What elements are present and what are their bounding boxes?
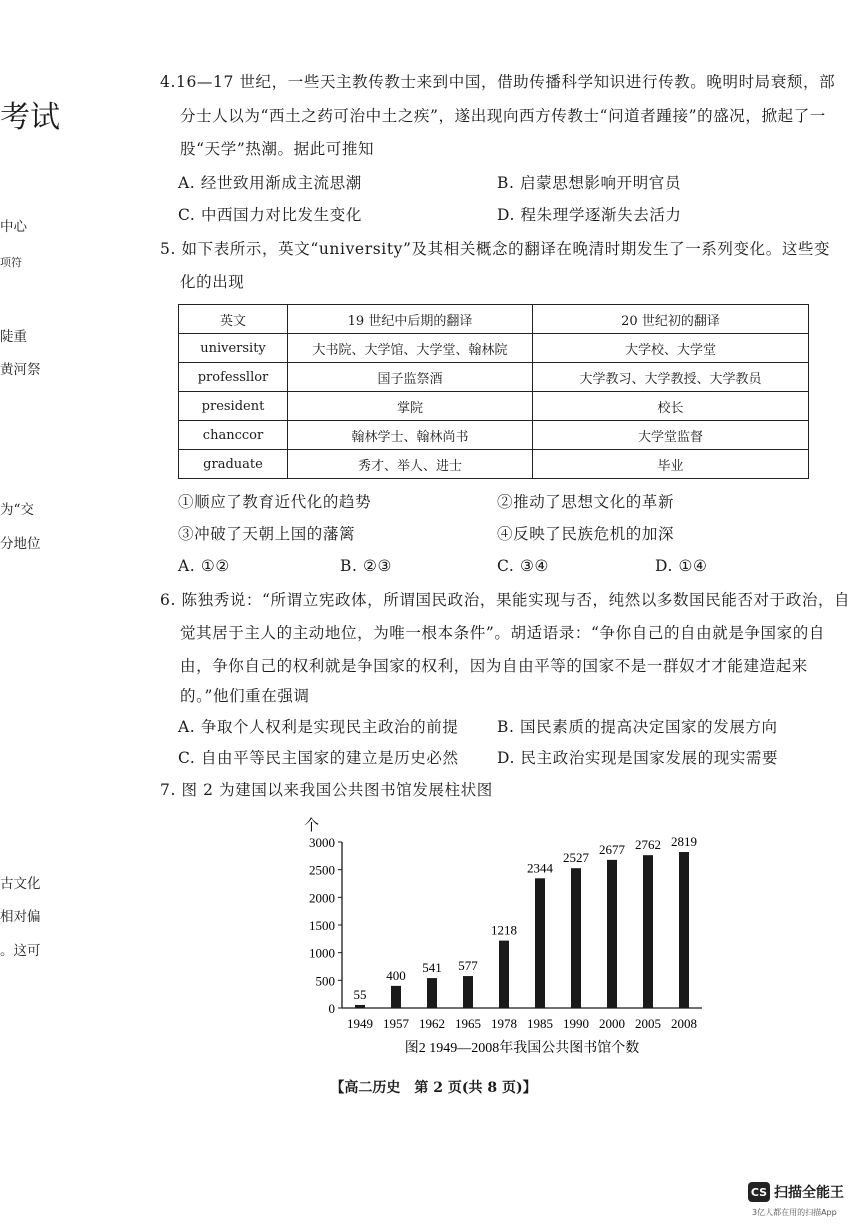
chart-title: 图2 1949—2008年我国公共图书馆个数 <box>404 1041 640 1056</box>
y-tick-label: 3000 <box>309 835 335 850</box>
table-header-cell: 英文 <box>179 305 288 334</box>
table-cell: 大书院、大学馆、大学堂、翰林院 <box>288 334 533 363</box>
left-edge-text: 项符 <box>0 256 22 269</box>
q6-stem-line: 觉其居于主人的主动地位，为唯一根本条件”。胡适语录：“争你自己的自由就是争国家的自 <box>180 624 825 642</box>
bar <box>391 986 401 1008</box>
bar <box>499 941 509 1008</box>
bars <box>354 834 698 1008</box>
y-tick-label: 500 <box>315 973 335 989</box>
left-edge-exam-title: 考试 <box>0 100 60 135</box>
q6-option-c: C. 自由平等民主国家的建立是历史必然 <box>178 749 459 767</box>
table-cell: 大学堂监督 <box>533 421 809 450</box>
q4-option-b: B. 启蒙思想影响开明官员 <box>497 174 682 192</box>
q6-stem-line: 由，争你自己的权利就是争国家的权利，因为自由平等的国家不是一群奴才才能建造起来 <box>180 657 808 675</box>
bar-value-label: 2344 <box>527 860 553 876</box>
bar-value-label: 1218 <box>491 922 517 938</box>
bar-value-label: 2677 <box>599 841 625 857</box>
q6-stem-line: 的。”他们重在强调 <box>180 687 310 705</box>
q5-item-4: ④反映了民族危机的加深 <box>497 525 675 543</box>
x-tick-label: 1962 <box>419 1016 445 1031</box>
y-tick-label: 0 <box>328 1001 335 1016</box>
q4-option-d: D. 程朱理学逐渐失去活力 <box>497 206 682 224</box>
left-edge-text: 相对偏 <box>0 909 41 925</box>
q4-stem-line: 股“天学”热潮。据此可推知 <box>180 140 375 158</box>
q4-option-a: A. 经世致用渐成主流思潮 <box>178 174 362 192</box>
q6-option-d: D. 民主政治实现是国家发展的现实需要 <box>497 749 779 767</box>
left-edge-text: 为“交 <box>0 502 34 518</box>
left-edge-text: 陡重 <box>0 329 27 345</box>
left-edge-text: 中心 <box>0 219 27 235</box>
table-header-cell: 19 世纪中后期的翻译 <box>288 305 533 334</box>
q5-item-2: ②推动了思想文化的革新 <box>497 493 675 511</box>
bar-value-label: 400 <box>386 967 406 983</box>
table-row <box>179 363 809 392</box>
left-edge-text: 黄河祭 <box>0 362 41 378</box>
table-cell: 掌院 <box>288 392 533 421</box>
q6-stem-line: 6. 陈独秀说：“所谓立宪政体，所谓国民政治，果能实现与否，纯然以多数国民能否对于政治，自 <box>160 591 851 609</box>
bar-value-label: 2762 <box>635 837 661 853</box>
y-tick-label: 2500 <box>309 862 335 878</box>
bar-value-label: 2527 <box>563 850 589 866</box>
watermark-app-name: 扫描全能王 <box>774 1185 844 1201</box>
x-tick-label: 1965 <box>455 1016 481 1031</box>
translation-table <box>178 304 809 479</box>
bar-value-label: 541 <box>422 960 442 976</box>
q5-stem-line: 化的出现 <box>180 273 245 291</box>
bar <box>535 878 545 1008</box>
x-tick-label: 2008 <box>671 1016 697 1031</box>
table-cell: 校长 <box>533 392 809 421</box>
q4-stem-line: 分士人以为“西土之药可治中土之疾”，遂出现向西方传教士“问道者踵接”的盛况，掀起了一 <box>180 107 826 125</box>
q4-option-c: C. 中西国力对比发生变化 <box>178 206 362 224</box>
table-row <box>179 421 809 450</box>
left-edge-text: 古文化 <box>0 876 41 892</box>
bar <box>607 860 617 1008</box>
q6-option-b: B. 国民素质的提高决定国家的发展方向 <box>497 718 778 736</box>
x-tick-label: 2000 <box>599 1016 625 1031</box>
q4-stem-line: 4.16—17 世纪，一些天主教传教士来到中国，借助传播科学知识进行传教。晚明时局衰颓，部 <box>160 73 836 91</box>
bar <box>427 978 437 1008</box>
table-header-row <box>179 305 809 334</box>
q5-option-d: D. ①④ <box>655 557 708 575</box>
table-cell: chanccor <box>179 421 288 450</box>
table-row <box>179 450 809 479</box>
x-tick-label: 1978 <box>491 1016 517 1031</box>
x-tick-labels <box>347 1016 697 1031</box>
table-header-cell: 20 世纪初的翻译 <box>533 305 809 334</box>
q7-stem-line: 7. 图 2 为建国以来我国公共图书馆发展柱状图 <box>160 781 493 799</box>
x-tick-label: 1990 <box>563 1016 589 1031</box>
bar-value-label: 577 <box>458 958 478 974</box>
q5-item-1: ①顺应了教育近代化的趋势 <box>178 493 372 511</box>
y-axis-label: 个 <box>304 818 320 834</box>
table-cell: president <box>179 392 288 421</box>
y-tick-label: 2000 <box>309 890 335 906</box>
x-tick-label: 2005 <box>635 1016 661 1031</box>
table-row <box>179 392 809 421</box>
camscanner-logo-icon: CS <box>748 1182 770 1202</box>
bar <box>679 852 689 1008</box>
table-cell: 国子监祭酒 <box>288 363 533 392</box>
table-cell: 大学校、大学堂 <box>533 334 809 363</box>
table-cell: 秀才、举人、进士 <box>288 450 533 479</box>
watermark-tagline: 3亿人都在用的扫描App <box>752 1208 837 1217</box>
q5-stem-line: 5. 如下表所示，英文“university”及其相关概念的翻译在晚清时期发生了一系列变化。这些变 <box>160 240 831 258</box>
table-cell: 大学教习、大学教授、大学教员 <box>533 363 809 392</box>
q5-option-b: B. ②③ <box>340 557 393 575</box>
table-cell: professllor <box>179 363 288 392</box>
bar <box>463 976 473 1008</box>
q6-option-a: A. 争取个人权利是实现民主政治的前提 <box>178 718 459 736</box>
left-edge-text: 。这可 <box>0 943 41 959</box>
bar-value-label: 2819 <box>671 834 697 850</box>
bar-value-label: 55 <box>353 986 367 1002</box>
y-tick-label: 1000 <box>309 945 335 961</box>
library-bar-chart <box>290 812 710 1062</box>
bar <box>355 1005 365 1008</box>
table-cell: graduate <box>179 450 288 479</box>
x-tick-label: 1985 <box>527 1016 553 1031</box>
bar <box>643 855 653 1008</box>
table-cell: 毕业 <box>533 450 809 479</box>
scanner-watermark <box>748 1182 844 1202</box>
bar <box>571 868 581 1008</box>
left-edge-text: 分地位 <box>0 536 41 552</box>
q5-item-3: ③冲破了天朝上国的藩篱 <box>178 525 356 543</box>
y-tick-label: 1500 <box>309 918 335 933</box>
table-cell: 翰林学士、翰林尚书 <box>288 421 533 450</box>
table-row <box>179 334 809 363</box>
q5-option-a: A. ①② <box>178 557 230 575</box>
x-tick-label: 1957 <box>383 1016 409 1031</box>
q5-option-c: C. ③④ <box>497 557 549 575</box>
table-cell: university <box>179 334 288 363</box>
x-tick-label: 1949 <box>347 1016 373 1031</box>
y-ticks <box>309 835 342 1016</box>
page-footer: 【高二历史 第 2 页(共 8 页)】 <box>330 1080 537 1096</box>
